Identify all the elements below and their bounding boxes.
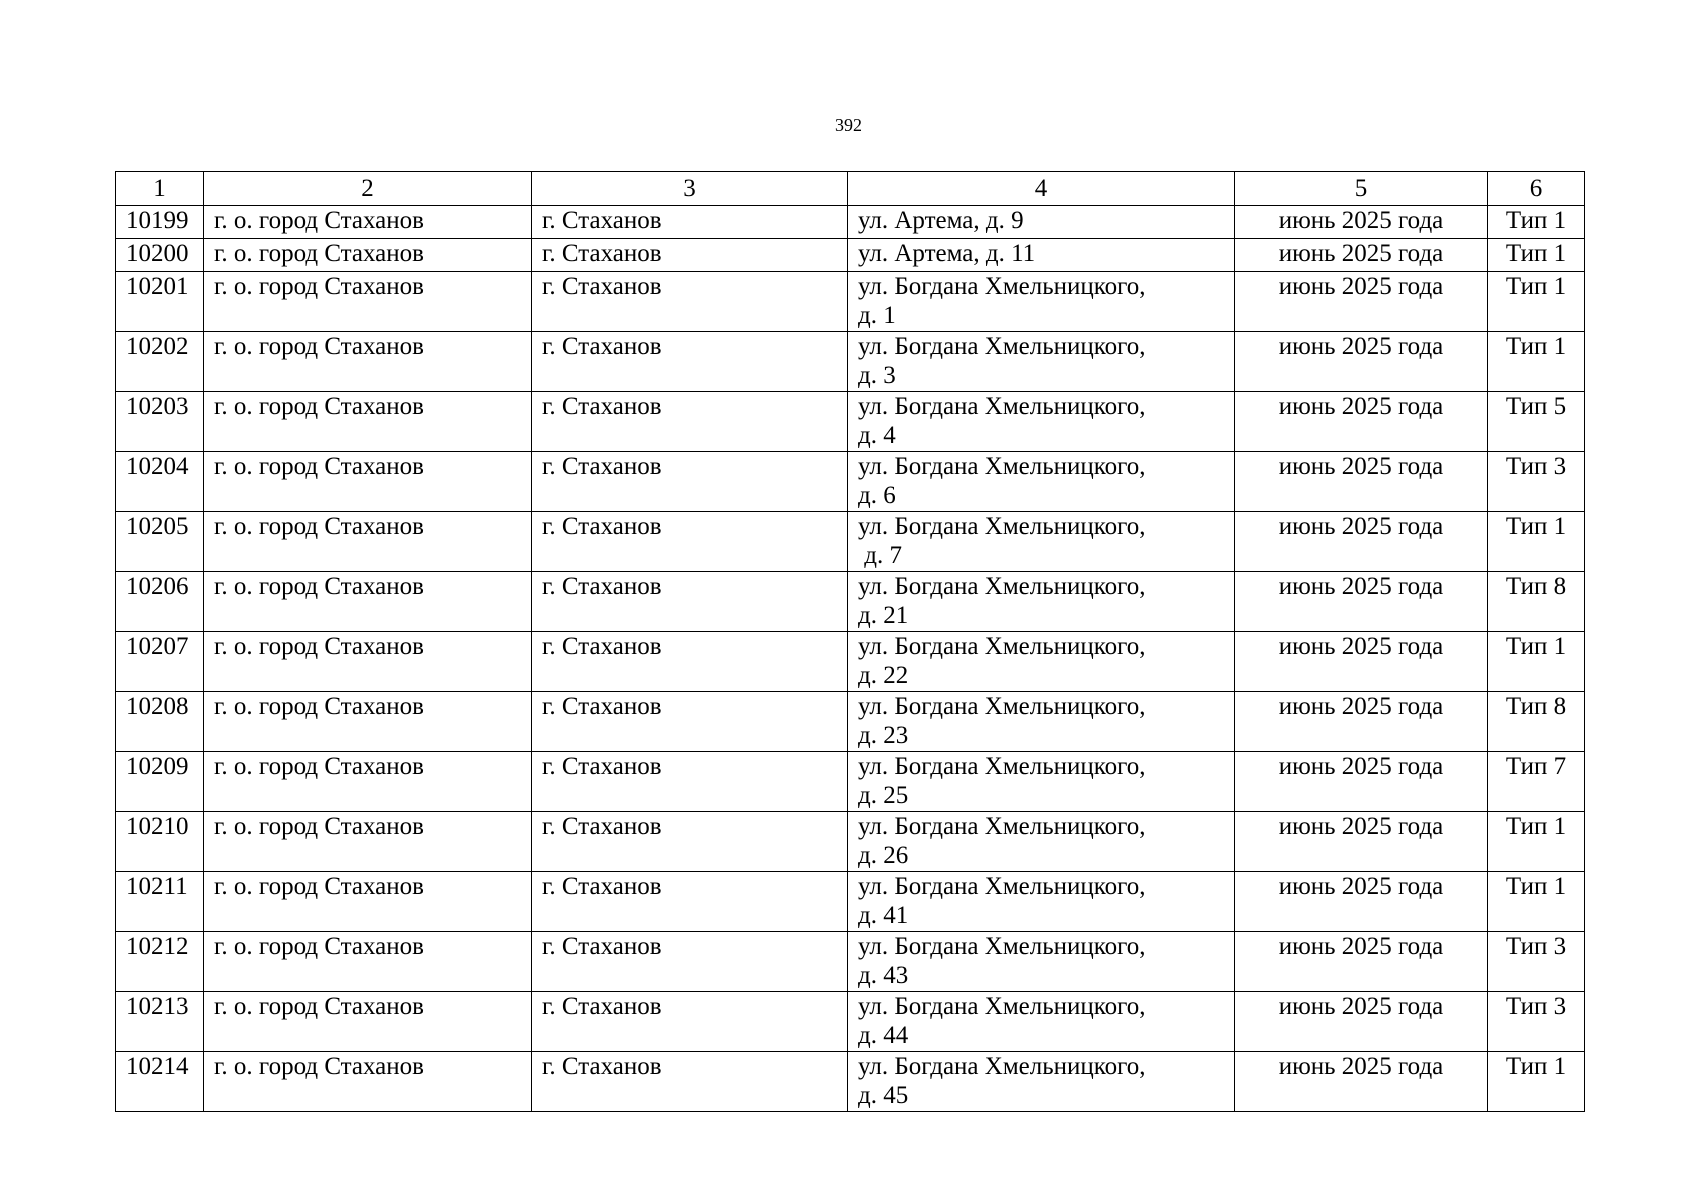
city-cell: г. Стаханов [532, 512, 848, 572]
address-line: ул. Богдана Хмельницкого, [858, 873, 1146, 900]
address-line: ул. Богдана Хмельницкого, [858, 1053, 1146, 1080]
table-row [116, 752, 1585, 812]
address-line: д. 41 [858, 902, 909, 929]
address-line: ул. Богдана Хмельницкого, [858, 573, 1146, 600]
table-row [116, 452, 1585, 512]
address-line: д. 1 [858, 302, 896, 329]
address-line: д. 26 [858, 842, 909, 869]
address-line: ул. Богдана Хмельницкого, [858, 453, 1146, 480]
type-cell: Тип 1 [1488, 512, 1585, 572]
row-number-cell: 10206 [116, 572, 204, 632]
row-number-cell: 10203 [116, 392, 204, 452]
date-cell: июнь 2025 года [1235, 692, 1488, 752]
district-cell: г. о. город Стаханов [204, 332, 532, 392]
row-number-cell: 10208 [116, 692, 204, 752]
table-row [116, 992, 1585, 1052]
district-cell: г. о. город Стаханов [204, 239, 532, 272]
date-cell: июнь 2025 года [1235, 632, 1488, 692]
city-cell: г. Стаханов [532, 206, 848, 239]
date-cell: июнь 2025 года [1235, 932, 1488, 992]
table-row [116, 206, 1585, 239]
address-cell [848, 452, 1235, 512]
row-number-cell: 10205 [116, 512, 204, 572]
row-number-cell: 10204 [116, 452, 204, 512]
district-cell: г. о. город Стаханов [204, 692, 532, 752]
address-line: д. 7 [858, 542, 902, 569]
table-row [116, 812, 1585, 872]
table-row [116, 572, 1585, 632]
address-cell [848, 872, 1235, 932]
address-line: ул. Богдана Хмельницкого, [858, 753, 1146, 780]
type-cell: Тип 8 [1488, 572, 1585, 632]
address-line: д. 23 [858, 722, 909, 749]
table-row [116, 1052, 1585, 1112]
address-line: ул. Богдана Хмельницкого, [858, 393, 1146, 420]
city-cell: г. Стаханов [532, 692, 848, 752]
date-cell: июнь 2025 года [1235, 512, 1488, 572]
address-line: д. 43 [858, 962, 909, 989]
table-row [116, 392, 1585, 452]
table-body [116, 206, 1585, 1112]
address-line: д. 45 [858, 1082, 909, 1109]
column-header-2: 2 [204, 172, 532, 206]
address-line: д. 22 [858, 662, 909, 689]
address-cell [848, 812, 1235, 872]
row-number-cell: 10209 [116, 752, 204, 812]
address-cell [848, 392, 1235, 452]
district-cell: г. о. город Стаханов [204, 272, 532, 332]
row-number-cell: 10210 [116, 812, 204, 872]
city-cell: г. Стаханов [532, 752, 848, 812]
column-header-3: 3 [532, 172, 848, 206]
address-line: д. 4 [858, 422, 896, 449]
city-cell: г. Стаханов [532, 572, 848, 632]
date-cell: июнь 2025 года [1235, 752, 1488, 812]
page-number: 392 [835, 115, 862, 135]
table-row [116, 872, 1585, 932]
address-line: д. 25 [858, 782, 909, 809]
row-number-cell: 10213 [116, 992, 204, 1052]
address-cell [848, 632, 1235, 692]
type-cell: Тип 8 [1488, 692, 1585, 752]
type-cell: Тип 1 [1488, 812, 1585, 872]
address-cell [848, 239, 1235, 272]
header-row [116, 172, 1585, 206]
row-number-cell: 10199 [116, 206, 204, 239]
table-row [116, 272, 1585, 332]
address-cell [848, 272, 1235, 332]
address-line: ул. Богдана Хмельницкого, [858, 993, 1146, 1020]
row-number-cell: 10211 [116, 872, 204, 932]
city-cell: г. Стаханов [532, 632, 848, 692]
row-number-cell: 10207 [116, 632, 204, 692]
district-cell: г. о. город Стаханов [204, 1052, 532, 1112]
district-cell: г. о. город Стаханов [204, 992, 532, 1052]
table-row [116, 632, 1585, 692]
address-line: ул. Богдана Хмельницкого, [858, 333, 1146, 360]
date-cell: июнь 2025 года [1235, 992, 1488, 1052]
address-line: д. 21 [858, 602, 909, 629]
address-cell [848, 512, 1235, 572]
city-cell: г. Стаханов [532, 452, 848, 512]
district-cell: г. о. город Стаханов [204, 932, 532, 992]
row-number-cell: 10214 [116, 1052, 204, 1112]
city-cell: г. Стаханов [532, 272, 848, 332]
address-line: ул. Богдана Хмельницкого, [858, 933, 1146, 960]
address-line: ул. Артема, д. 9 [858, 207, 1024, 234]
address-line: ул. Артема, д. 11 [858, 240, 1036, 267]
city-cell: г. Стаханов [532, 872, 848, 932]
district-cell: г. о. город Стаханов [204, 206, 532, 239]
date-cell: июнь 2025 года [1235, 872, 1488, 932]
table-row [116, 932, 1585, 992]
address-cell [848, 992, 1235, 1052]
table-row [116, 332, 1585, 392]
district-cell: г. о. город Стаханов [204, 812, 532, 872]
table-row [116, 692, 1585, 752]
district-cell: г. о. город Стаханов [204, 572, 532, 632]
column-header-5: 5 [1235, 172, 1488, 206]
date-cell: июнь 2025 года [1235, 392, 1488, 452]
type-cell: Тип 3 [1488, 932, 1585, 992]
type-cell: Тип 1 [1488, 632, 1585, 692]
city-cell: г. Стаханов [532, 239, 848, 272]
type-cell: Тип 5 [1488, 392, 1585, 452]
district-cell: г. о. город Стаханов [204, 632, 532, 692]
address-cell [848, 332, 1235, 392]
address-line: ул. Богдана Хмельницкого, [858, 633, 1146, 660]
address-cell [848, 572, 1235, 632]
table-row [116, 512, 1585, 572]
type-cell: Тип 1 [1488, 1052, 1585, 1112]
column-header-4: 4 [848, 172, 1235, 206]
row-number-cell: 10200 [116, 239, 204, 272]
type-cell: Тип 1 [1488, 272, 1585, 332]
date-cell: июнь 2025 года [1235, 332, 1488, 392]
table-row [116, 239, 1585, 272]
date-cell: июнь 2025 года [1235, 206, 1488, 239]
address-line: ул. Богдана Хмельницкого, [858, 693, 1146, 720]
city-cell: г. Стаханов [532, 932, 848, 992]
address-line: ул. Богдана Хмельницкого, [858, 813, 1146, 840]
type-cell: Тип 1 [1488, 332, 1585, 392]
district-cell: г. о. город Стаханов [204, 872, 532, 932]
type-cell: Тип 7 [1488, 752, 1585, 812]
address-cell [848, 752, 1235, 812]
address-cell [848, 692, 1235, 752]
address-cell [848, 932, 1235, 992]
city-cell: г. Стаханов [532, 332, 848, 392]
row-number-cell: 10202 [116, 332, 204, 392]
date-cell: июнь 2025 года [1235, 572, 1488, 632]
city-cell: г. Стаханов [532, 1052, 848, 1112]
address-line: д. 6 [858, 482, 896, 509]
date-cell: июнь 2025 года [1235, 239, 1488, 272]
district-cell: г. о. город Стаханов [204, 452, 532, 512]
type-cell: Тип 3 [1488, 452, 1585, 512]
type-cell: Тип 1 [1488, 206, 1585, 239]
row-number-cell: 10212 [116, 932, 204, 992]
address-cell [848, 206, 1235, 239]
column-header-1: 1 [116, 172, 204, 206]
row-number-cell: 10201 [116, 272, 204, 332]
district-cell: г. о. город Стаханов [204, 512, 532, 572]
city-cell: г. Стаханов [532, 992, 848, 1052]
column-header-6: 6 [1488, 172, 1585, 206]
type-cell: Тип 1 [1488, 872, 1585, 932]
address-line: д. 44 [858, 1022, 909, 1049]
date-cell: июнь 2025 года [1235, 1052, 1488, 1112]
address-cell [848, 1052, 1235, 1112]
address-line: ул. Богдана Хмельницкого, [858, 513, 1146, 540]
district-cell: г. о. город Стаханов [204, 392, 532, 452]
district-cell: г. о. город Стаханов [204, 752, 532, 812]
type-cell: Тип 1 [1488, 239, 1585, 272]
type-cell: Тип 3 [1488, 992, 1585, 1052]
date-cell: июнь 2025 года [1235, 272, 1488, 332]
date-cell: июнь 2025 года [1235, 452, 1488, 512]
registry-table [115, 171, 1585, 1112]
address-line: ул. Богдана Хмельницкого, [858, 273, 1146, 300]
table-header [116, 172, 1585, 206]
address-line: д. 3 [858, 362, 896, 389]
city-cell: г. Стаханов [532, 812, 848, 872]
date-cell: июнь 2025 года [1235, 812, 1488, 872]
city-cell: г. Стаханов [532, 392, 848, 452]
